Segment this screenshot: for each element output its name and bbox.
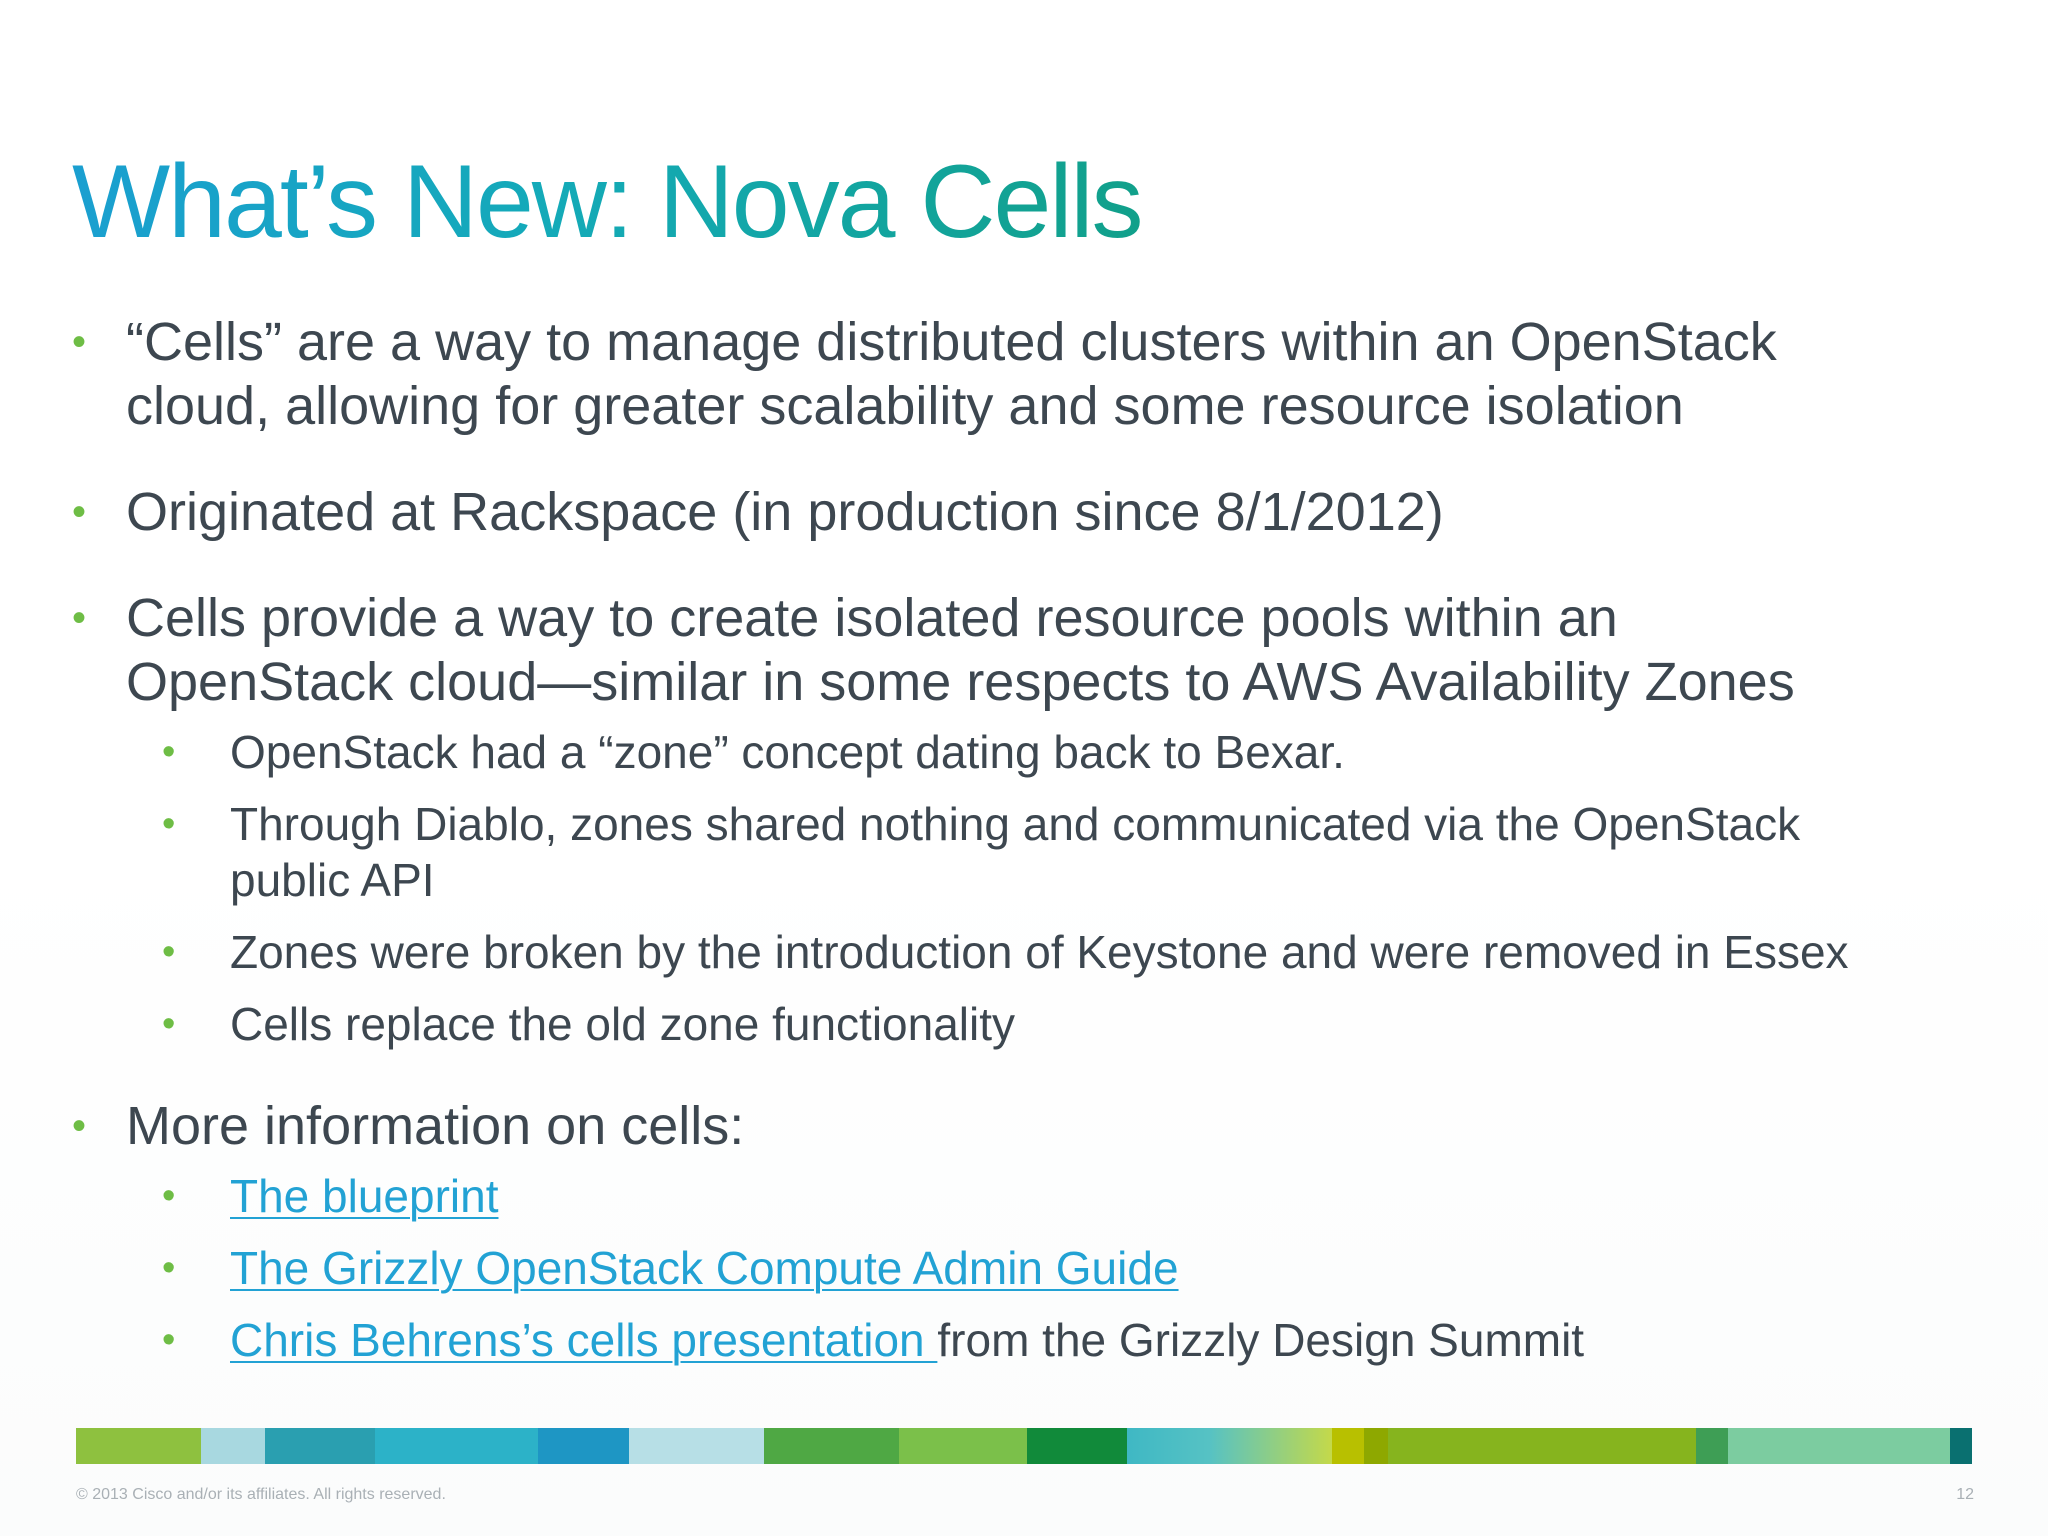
blueprint-link[interactable]: The blueprint: [230, 1170, 499, 1222]
bullet-dot: •: [162, 803, 176, 845]
sub-bullet-keystone: [72, 924, 1972, 980]
sub-bullet-link-presentation: [72, 1312, 1972, 1368]
link-suffix-text: from the Grizzly Design Summit: [937, 1314, 1585, 1366]
sub-bullet-diablo: [72, 796, 1972, 908]
color-bar-segment: [629, 1428, 764, 1464]
sub-bullet-text: Cells replace the old zone functionality: [230, 998, 1016, 1050]
color-bar-segment: [201, 1428, 265, 1464]
sub-bullet-text: OpenStack had a “zone” concept dating back to Bexar.: [230, 726, 1345, 778]
admin-guide-link[interactable]: The Grizzly OpenStack Compute Admin Guide: [230, 1242, 1179, 1294]
bullet-more-info: [72, 1094, 1972, 1158]
bullet-dot: •: [72, 1104, 87, 1148]
bullet-dot: •: [162, 1319, 176, 1361]
bullet-text-line: Originated at Rackspace (in production since 8/1/2012): [126, 482, 1444, 542]
color-bar-segment: [76, 1428, 201, 1464]
bullet-dot: •: [162, 1003, 176, 1045]
bullet-dot: •: [72, 320, 87, 364]
bullet-dot: •: [162, 731, 176, 773]
bullet-dot: •: [72, 490, 87, 534]
bullet-text-line: Cells provide a way to create isolated resource pools within an: [126, 588, 1618, 648]
color-bar-segment: [899, 1428, 1027, 1464]
bullet-text-line: cloud, allowing for greater scalability and some resource isolation: [126, 376, 1684, 436]
color-bar-segment: [1696, 1428, 1728, 1464]
sub-bullet-zone-concept: [72, 724, 1972, 780]
color-bar-segment: [1027, 1428, 1127, 1464]
sub-bullet-replace: [72, 996, 1972, 1052]
slide-title: What’s New: Nova Cells: [72, 144, 1142, 260]
color-bar-segment: [1332, 1428, 1364, 1464]
sub-bullet-link-admin-guide: [72, 1240, 1972, 1296]
bullet-text-line: More information on cells:: [126, 1096, 745, 1156]
slide-content: [72, 310, 1972, 1368]
color-bar-segment: [375, 1428, 538, 1464]
bullet-text-line: “Cells” are a way to manage distributed clusters within an OpenStack: [126, 312, 1777, 372]
bullet-originated: [72, 480, 1972, 544]
color-bar-segment: [1364, 1428, 1388, 1464]
color-bar-segment: [265, 1428, 375, 1464]
sub-bullet-text: Through Diablo, zones shared nothing and communicated via the OpenStack: [230, 798, 1801, 850]
color-bar-segment: [538, 1428, 629, 1464]
color-bar-segment: [1728, 1428, 1950, 1464]
bullet-dot: •: [162, 1175, 176, 1217]
color-bar-segment: [1127, 1428, 1332, 1464]
bullet-cells-definition: [72, 310, 1972, 438]
bullet-dot: •: [72, 596, 87, 640]
bullet-dot: •: [162, 931, 176, 973]
color-bar-segment: [1388, 1428, 1696, 1464]
sub-bullet-text: Zones were broken by the introduction of Keystone and were removed in Essex: [230, 926, 1849, 978]
bullet-text-line: OpenStack cloud—similar in some respects to AWS Availability Zones: [126, 652, 1795, 712]
color-bar-segment: [1950, 1428, 1972, 1464]
color-bar-segment: [764, 1428, 899, 1464]
decorative-color-bar: [76, 1428, 1972, 1464]
page-number: 12: [1956, 1486, 1974, 1503]
copyright-footer: © 2013 Cisco and/or its affiliates. All rights reserved.: [76, 1486, 446, 1503]
bullet-isolated-pools: [72, 586, 1972, 714]
sub-bullet-text: public API: [230, 854, 435, 906]
cells-presentation-link[interactable]: Chris Behrens’s cells presentation: [230, 1314, 938, 1366]
sub-bullet-link-blueprint: [72, 1168, 1972, 1224]
bullet-dot: •: [162, 1247, 176, 1289]
